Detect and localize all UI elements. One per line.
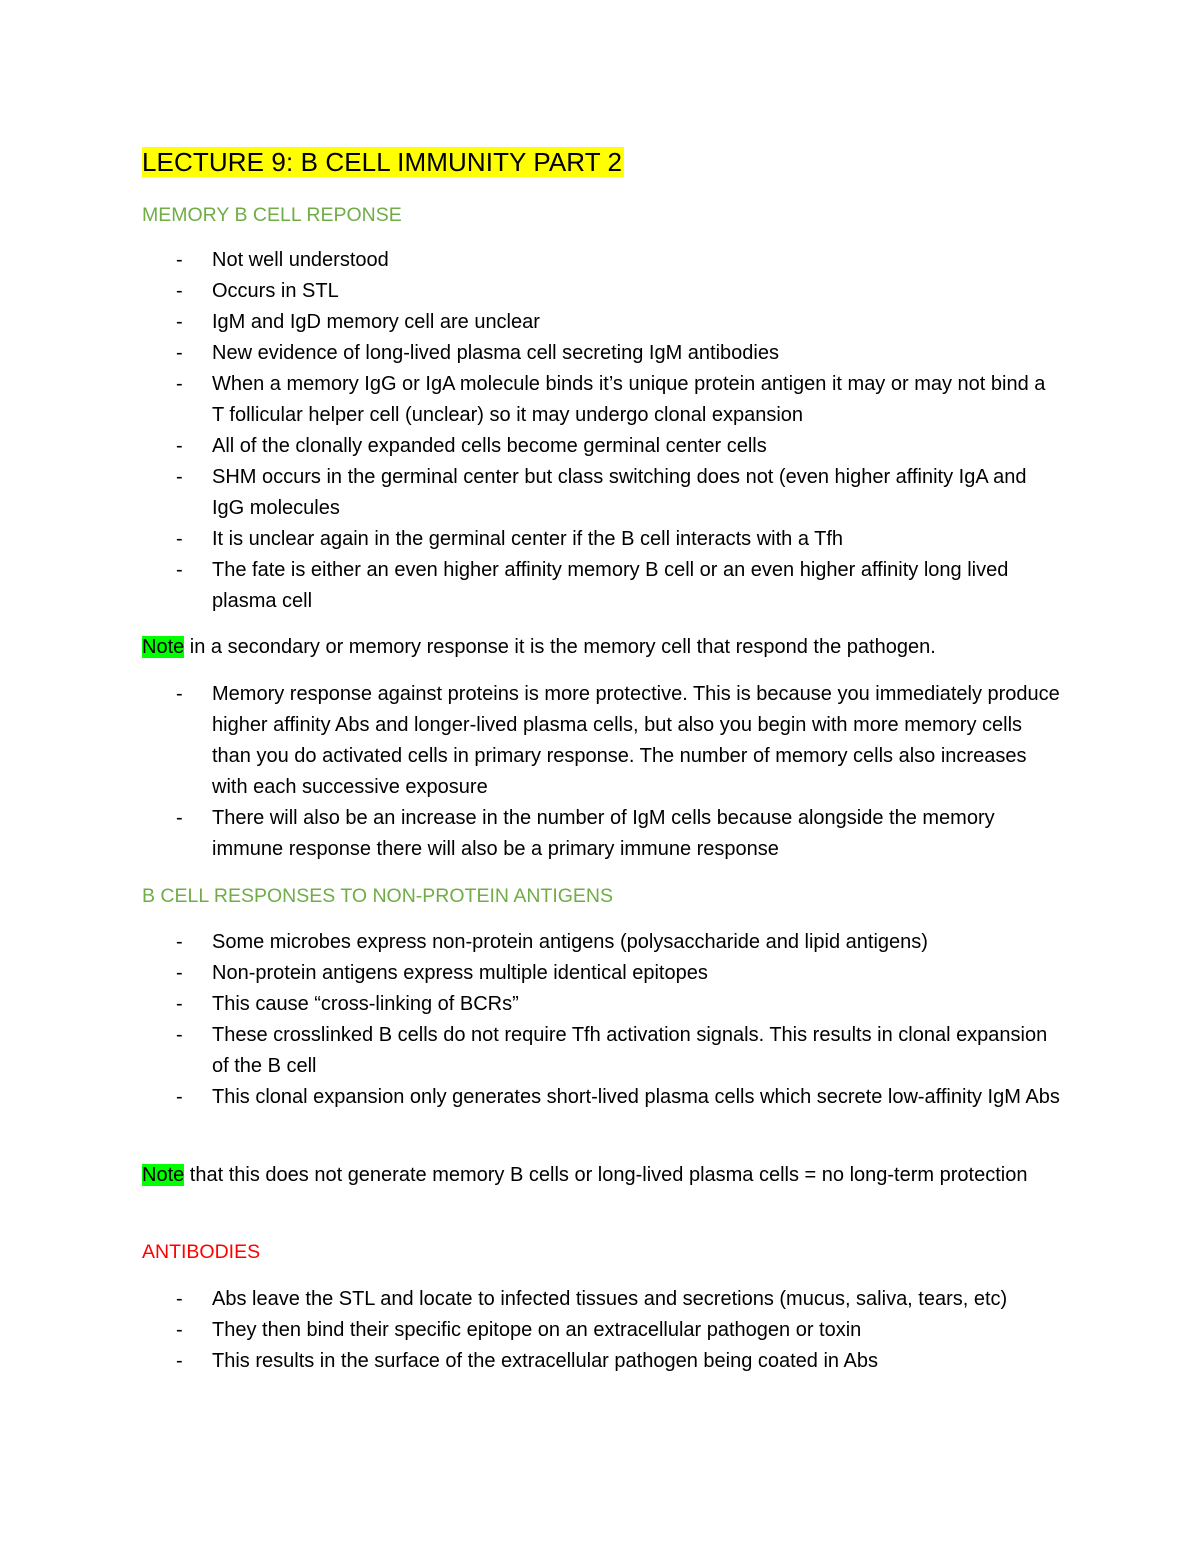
bullet-dash: -	[176, 1086, 183, 1108]
bullet-dash: -	[176, 993, 183, 1015]
list-item: - These crosslinked B cells do not require Tfh activation signals. This results in clonal expansion of the B cell	[142, 1020, 1062, 1082]
bullet-dash: -	[176, 435, 183, 457]
bullet-dash: -	[176, 962, 183, 984]
bullet-dash: -	[176, 528, 183, 550]
list-item: - IgM and IgD memory cell are unclear	[142, 307, 1062, 338]
list-item: - Non-protein antigens express multiple identical epitopes	[142, 958, 1062, 989]
memory-response-list	[142, 679, 1062, 865]
note-tag: Note	[142, 636, 185, 658]
list-item: - Not well understood	[142, 245, 1062, 276]
bullet-dash: -	[176, 1288, 183, 1310]
list-item: - They then bind their specific epitope on an extracellular pathogen or toxin	[142, 1315, 1062, 1346]
bullet-dash: -	[176, 1319, 183, 1341]
list-item: - SHM occurs in the germinal center but class switching does not (even higher affinity IgA and IgG molecules	[142, 462, 1062, 524]
bullet-dash: -	[176, 249, 183, 271]
section-heading-non-protein-antigens: B CELL RESPONSES TO NON-PROTEIN ANTIGENS	[142, 885, 613, 907]
title-highlight: LECTURE 9: B CELL IMMUNITY PART 2	[142, 147, 623, 177]
list-item: - This cause “cross-linking of BCRs”	[142, 989, 1062, 1020]
list-item: - This clonal expansion only generates short-lived plasma cells which secrete low-affinity IgM Abs	[142, 1082, 1062, 1113]
list-item: - New evidence of long-lived plasma cell secreting IgM antibodies	[142, 338, 1062, 369]
memory-b-cell-list	[142, 245, 1062, 617]
list-item: - The fate is either an even higher affinity memory B cell or an even higher affinity long lived plasma cell	[142, 555, 1062, 617]
bullet-dash: -	[176, 1024, 183, 1046]
note-tag: Note	[142, 1164, 185, 1186]
bullet-dash: -	[176, 931, 183, 953]
list-item: - This results in the surface of the extracellular pathogen being coated in Abs	[142, 1346, 1062, 1377]
bullet-dash: -	[176, 683, 183, 705]
bullet-dash: -	[176, 559, 183, 581]
bullet-dash: -	[176, 1350, 183, 1372]
note-no-memory	[142, 1160, 1052, 1191]
bullet-dash: -	[176, 311, 183, 333]
list-item: - Memory response against proteins is more protective. This is because you immediately produce higher affinity Abs and longer-lived plasma cells, but also you begin with more memory cells than you do activated cells in primary response. The number of memory cells also increases with each successive exposure	[142, 679, 1062, 803]
section-heading-memory-b-cell: MEMORY B CELL REPONSE	[142, 204, 402, 226]
list-item: - Abs leave the STL and locate to infected tissues and secretions (mucus, saliva, tears, etc)	[142, 1284, 1062, 1315]
non-protein-antigens-list	[142, 927, 1062, 1113]
list-item: - Some microbes express non-protein antigens (polysaccharide and lipid antigens)	[142, 927, 1062, 958]
list-item: - There will also be an increase in the number of IgM cells because alongside the memory immune response there will also be a primary immune response	[142, 803, 1062, 865]
bullet-dash: -	[176, 466, 183, 488]
bullet-dash: -	[176, 807, 183, 829]
note-text: that this does not generate memory B cells or long-lived plasma cells = no long-term protection	[184, 1164, 1028, 1186]
list-item: - It is unclear again in the germinal center if the B cell interacts with a Tfh	[142, 524, 1062, 555]
note-text: in a secondary or memory response it is the memory cell that respond the pathogen.	[184, 636, 936, 658]
antibodies-list	[142, 1284, 1062, 1377]
bullet-dash: -	[176, 373, 183, 395]
list-item: - All of the clonally expanded cells become germinal center cells	[142, 431, 1062, 462]
section-heading-antibodies: ANTIBODIES	[142, 1241, 261, 1263]
bullet-dash: -	[176, 280, 183, 302]
bullet-dash: -	[176, 342, 183, 364]
note-secondary-response	[142, 632, 1052, 663]
document-title	[142, 142, 624, 182]
list-item: - When a memory IgG or IgA molecule binds it’s unique protein antigen it may or may not bind a T follicular helper cell (unclear) so it may undergo clonal expansion	[142, 369, 1062, 431]
list-item: - Occurs in STL	[142, 276, 1062, 307]
